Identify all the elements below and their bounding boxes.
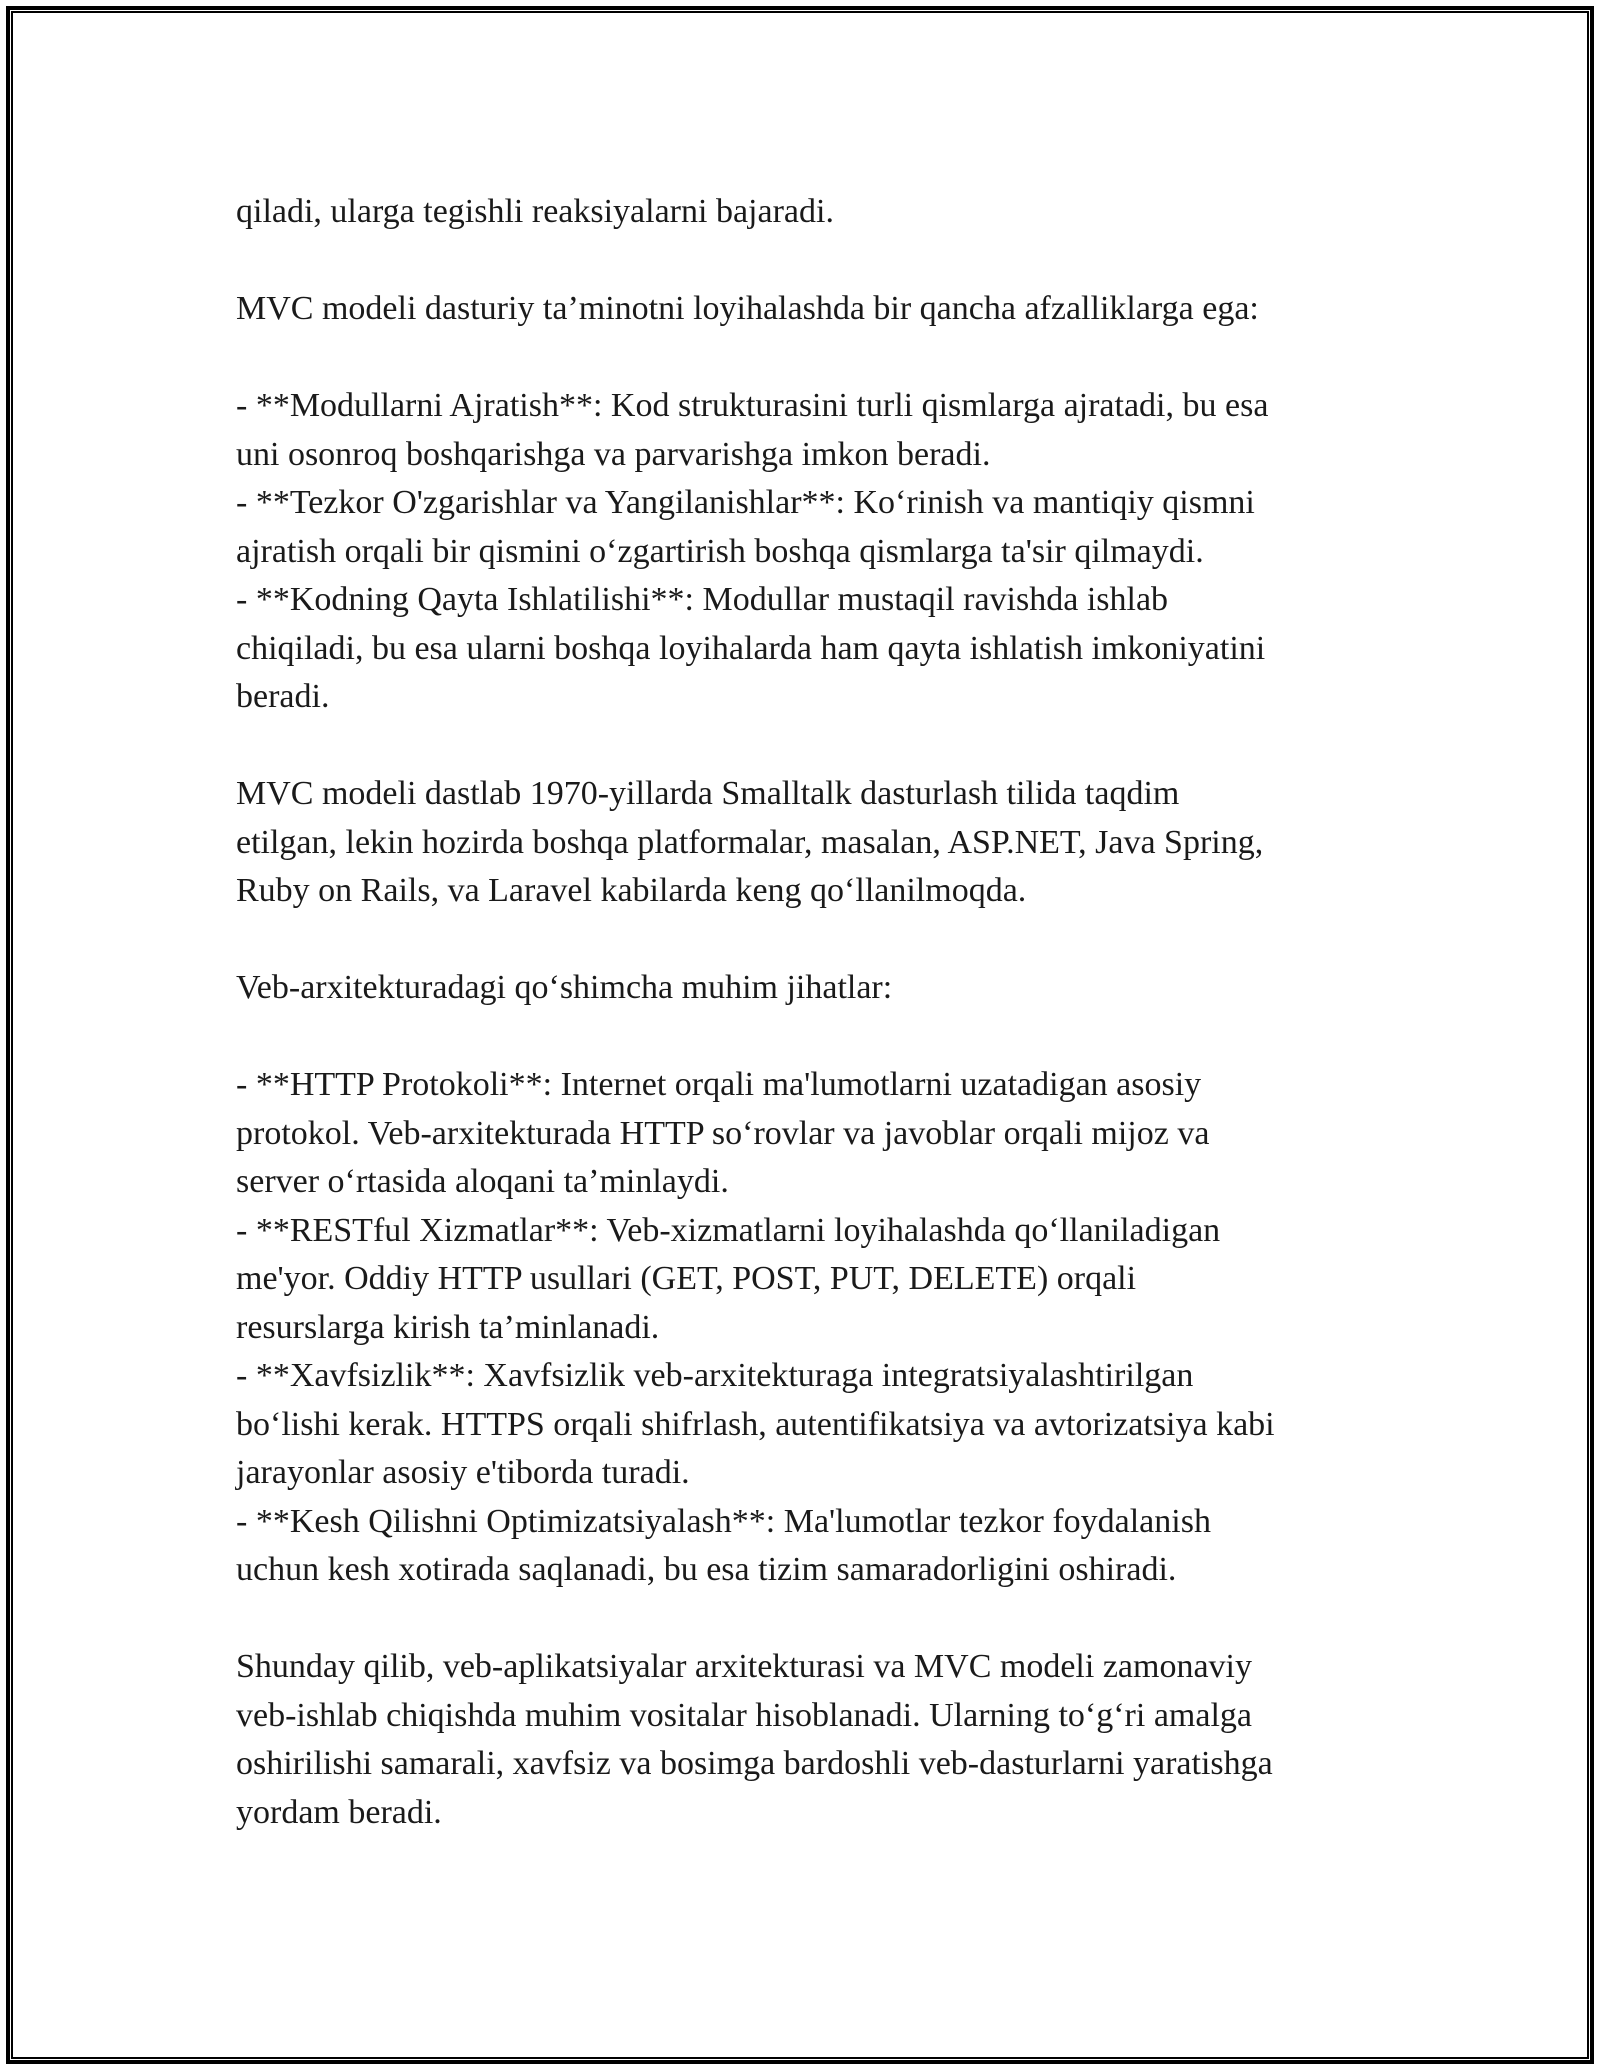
text-line: yordam beradi. — [236, 1793, 442, 1831]
text-line: server oʻrtasida aloqani ta’minlaydi. — [236, 1163, 729, 1200]
text-line: MVC modeli dasturiy ta’minotni loyihalashda bir qancha afzalliklarga ega: — [236, 290, 1259, 327]
text-line: resurslarga kirish ta’minlanadi. — [236, 1308, 660, 1346]
list-item-http-protokoli: - **HTTP Protokoli**: Internet orqali ma'lumotlarni uzatadigan asosiy — [236, 1066, 1202, 1103]
paragraph-web-aspects-intro — [236, 964, 1366, 1013]
paragraph-mvc-advantages-intro — [236, 285, 1366, 334]
paragraph-gap — [236, 1013, 1366, 1062]
paragraph-continuation — [236, 188, 1366, 237]
text-line: etilgan, lekin hozirda boshqa platformalar, masalan, ASP.NET, Java Spring, — [236, 823, 1264, 861]
text-line: oshirilishi samarali, xavfsiz va bosimga bardoshli veb-dasturlarni yaratishga — [236, 1745, 1273, 1782]
list-mvc-advantages — [236, 382, 1366, 722]
text-line: MVC modeli dastlab 1970-yillarda Smalltalk dasturlash tilida taqdim — [236, 775, 1180, 812]
text-line: veb-ishlab chiqishda muhim vositalar hisoblanadi. Ularning toʻgʻri amalga — [236, 1696, 1252, 1734]
paragraph-gap — [236, 916, 1366, 965]
paragraph-gap — [236, 237, 1366, 286]
text-line: uchun kesh xotirada saqlanadi, bu esa tizim samaradorligini oshiradi. — [236, 1551, 1177, 1588]
text-line: chiqiladi, bu esa ularni boshqa loyihalarda ham qayta ishlatish imkoniyatini — [236, 629, 1266, 667]
list-web-aspects — [236, 1061, 1366, 1595]
list-item-modullarni-ajratish: - **Modullarni Ajratish**: Kod strukturasini turli qismlarga ajratadi, bu esa — [236, 387, 1269, 424]
text-line: protokol. Veb-arxitekturada HTTP soʻrovlar va javoblar orqali mijoz va — [236, 1114, 1210, 1152]
paragraph-gap — [236, 1595, 1366, 1644]
text-line: boʻlishi kerak. HTTPS orqali shifrlash, autentifikatsiya va avtorizatsiya kabi — [236, 1405, 1275, 1443]
text-line: uni osonroq boshqarishga va parvarishga imkon beradi. — [236, 435, 991, 473]
paragraph-gap — [236, 334, 1366, 383]
list-item-kesh-qilish: - **Kesh Qilishni Optimizatsiyalash**: Ma'lumotlar tezkor foydalanish — [236, 1502, 1211, 1540]
text-line: Ruby on Rails, va Laravel kabilarda keng qoʻllanilmoqda. — [236, 872, 1027, 909]
list-item-xavfsizlik: - **Xavfsizlik**: Xavfsizlik veb-arxitekturaga integratsiyalashtirilgan — [236, 1357, 1194, 1394]
document-body — [236, 188, 1366, 1837]
text-line: Shunday qilib, veb-aplikatsiyalar arxitekturasi va MVC modeli zamonaviy — [236, 1648, 1252, 1685]
list-item-kodning-qayta-ishlatilishi: - **Kodning Qayta Ishlatilishi**: Modullar mustaqil ravishda ishlab — [236, 581, 1169, 618]
text-line: me'yor. Oddiy HTTP usullari (GET, POST, PUT, DELETE) orqali — [236, 1260, 1137, 1297]
paragraph-gap — [236, 722, 1366, 771]
list-item-restful-xizmatlar: - **RESTful Xizmatlar**: Veb-xizmatlarni loyihalashda qoʻllaniladigan — [236, 1211, 1221, 1249]
list-item-tezkor-ozgarishlar: - **Tezkor O'zgarishlar va Yangilanishlar**: Koʻrinish va mantiqiy qismni — [236, 484, 1255, 521]
text-line: Veb-arxitekturadagi qoʻshimcha muhim jihatlar: — [236, 969, 893, 1006]
text-line: jarayonlar asosiy e'tiborda turadi. — [236, 1454, 690, 1491]
text-line: qiladi, ularga tegishli reaksiyalarni bajaradi. — [236, 193, 834, 230]
text-line: ajratish orqali bir qismini oʻzgartirish boshqa qismlarga ta'sir qilmaydi. — [236, 532, 1204, 570]
paragraph-conclusion — [236, 1643, 1366, 1837]
text-line: beradi. — [236, 678, 330, 715]
paragraph-mvc-history — [236, 770, 1366, 916]
